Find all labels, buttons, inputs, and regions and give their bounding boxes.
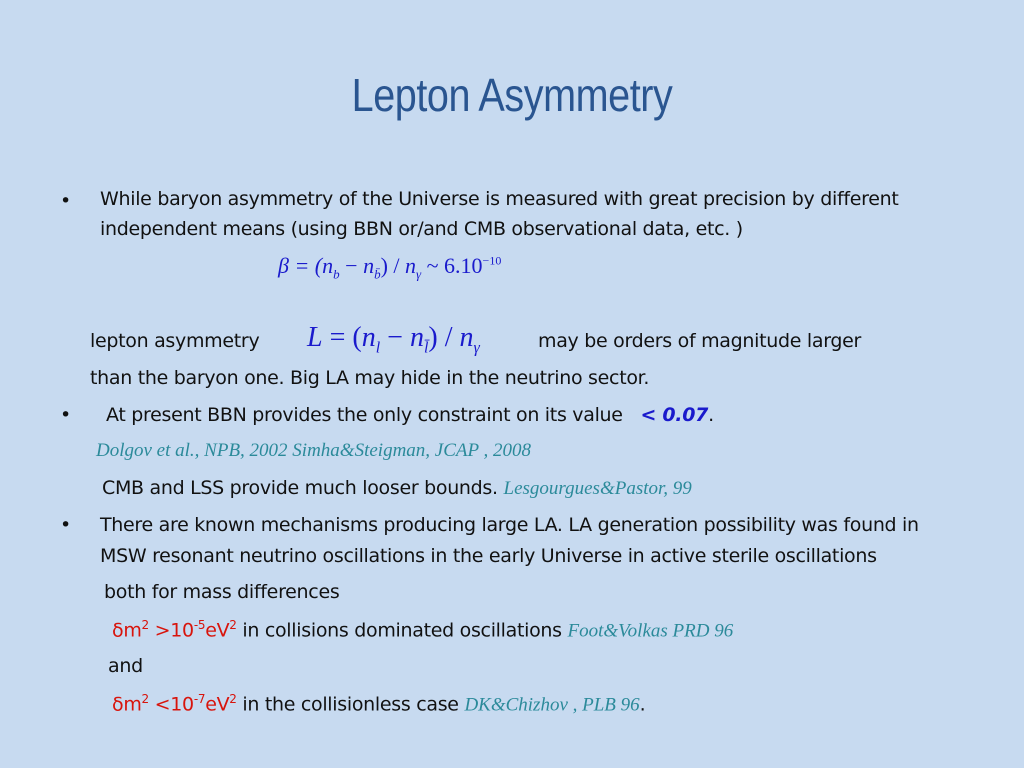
beta-sub-b: b [333, 266, 340, 282]
reference-dolgov-simha: Dolgov et al., NPB, 2002 Simha&Steigman, JCAP , 2008 [96, 440, 532, 461]
lepton-asymmetry-suffix: may be orders of magnitude larger [538, 330, 862, 352]
condition-1 [112, 618, 733, 642]
L-lhs: L [307, 322, 323, 353]
paragraph-3-line-1: There are known mechanisms producing large LA. LA generation possibility was found in [100, 514, 919, 536]
paragraph-3-line-3: both for mass differences [104, 581, 340, 603]
condition-1-mid: >10 [148, 619, 194, 642]
condition-2-mid: <10 [148, 693, 194, 716]
beta-nb: n [322, 253, 334, 278]
paragraph-3-line-2: MSW resonant neutrino oscillations in the early Universe in active sterile oscillations [100, 545, 877, 567]
beta-exponent: −10 [482, 253, 502, 268]
condition-1-sup1: 2 [141, 618, 149, 632]
condition-2-dm: δm [112, 693, 142, 716]
beta-approx: ~ 6.10 [421, 253, 483, 278]
condition-1-dm: δm [112, 619, 142, 642]
reference-foot-volkas: Foot&Volkas PRD 96 [567, 620, 734, 642]
condition-2-text: in the collisionless case [236, 693, 465, 716]
beta-minus: − [339, 253, 364, 278]
beta-sub-bbar: b̄ [374, 266, 381, 282]
beta-sub-g: γ [416, 266, 422, 282]
condition-2-sup1: 2 [141, 692, 149, 706]
paragraph-2-period: . [708, 404, 714, 426]
condition-1-sup3: 2 [229, 618, 237, 632]
beta-nbbar: n [363, 253, 375, 278]
condition-2-period: . [639, 693, 646, 716]
and-text: and [108, 655, 143, 677]
paragraph-2 [106, 404, 714, 426]
condition-2-sup2: -7 [193, 692, 206, 706]
L-ng: n [459, 322, 474, 353]
condition-1-ev: eV [205, 619, 230, 642]
bullet-3: • [60, 514, 72, 536]
cmb-lss-line [102, 477, 692, 500]
beta-close: ) / [380, 253, 406, 278]
bullet-1: • [60, 190, 72, 212]
beta-lhs: β = ( [278, 253, 323, 278]
slide-title: Lepton Asymmetry [351, 69, 673, 121]
condition-2 [112, 692, 645, 716]
reference-dk-chizhov: DK&Chizhov , PLB 96 [464, 694, 640, 716]
cmb-lss-text: CMB and LSS provide much looser bounds. [102, 477, 498, 499]
L-close: ) / [428, 322, 460, 353]
reference-lesgourgues: Lesgourgues&Pastor, 99 [503, 478, 692, 499]
L-minus: − [380, 322, 410, 353]
L-nlbar: n [409, 322, 424, 353]
lepton-asymmetry-line-2: than the baryon one. Big LA may hide in the neutrino sector. [90, 367, 650, 389]
bullet-2: • [60, 404, 72, 426]
L-sub-l: l [375, 339, 381, 357]
paragraph-1-line-2: independent means (using BBN or/and CMB observational data, etc. ) [100, 218, 743, 240]
L-nl: n [361, 322, 376, 353]
beta-ng: n [405, 253, 417, 278]
lepton-asymmetry-label: lepton asymmetry [90, 330, 260, 352]
paragraph-2-text: At present BBN provides the only constraint on its value [106, 404, 623, 426]
condition-2-ev: eV [205, 693, 230, 716]
condition-1-sup2: -5 [193, 618, 206, 632]
constraint-value: < 0.07 [640, 404, 709, 426]
L-sub-lbar: l̄ [423, 339, 429, 357]
L-sub-g: γ [473, 339, 480, 357]
paragraph-1-line-1: While baryon asymmetry of the Universe is measured with great precision by different [100, 188, 899, 210]
condition-2-sup3: 2 [229, 692, 237, 706]
beta-equation [278, 253, 501, 282]
L-eq: = ( [322, 322, 362, 353]
condition-1-text: in collisions dominated oscillations [236, 619, 568, 642]
lepton-equation [307, 322, 480, 358]
